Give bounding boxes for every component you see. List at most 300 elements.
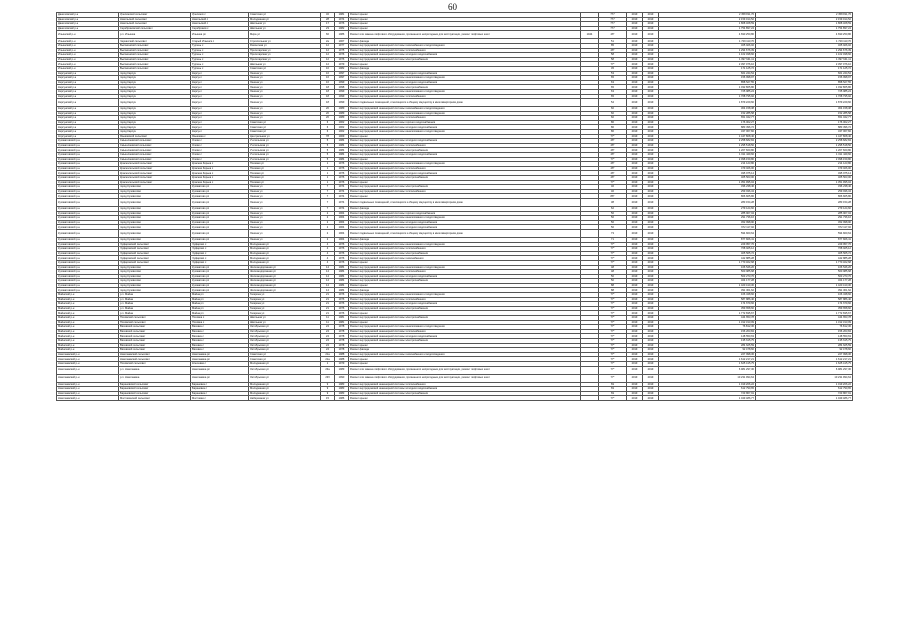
cell-cost-limit: 1 102 498,60	[756, 53, 853, 58]
cell-street: Гагарина ул	[249, 297, 321, 302]
cell-norm: 77*	[599, 352, 627, 357]
cell-work-type: Ремонт крыши	[349, 320, 581, 325]
cell-cost-total: 723 867,91	[659, 391, 756, 396]
cell-district: Кузоватовский р-н	[57, 206, 119, 211]
cell-district: Карсунский р-н	[57, 111, 119, 116]
cell-cost-total: 1 770 462,68	[659, 260, 756, 265]
cell-cost-total: 1 768 795,92	[659, 94, 756, 99]
cell-street: Молодежная ул	[249, 391, 321, 396]
cell-house: 24	[321, 334, 335, 339]
cell-work-type: Ремонт внутридомовой инженерной системы электроснабжения	[349, 185, 581, 190]
cell-norm: 46*	[599, 148, 627, 153]
cell-house: 18	[321, 85, 335, 90]
cell-plan-start: 2019	[627, 39, 643, 44]
cell-settlement: Никольский сельсовет	[119, 22, 191, 27]
cell-locality: Карсун г	[191, 99, 249, 107]
cell-cost-limit: 723 867,91	[756, 391, 853, 396]
cell-street: Школьная ул	[249, 320, 321, 325]
cell-year: 1976	[335, 176, 349, 181]
cell-work-type: Ремонт внутридомовой инженерной системы холодного водоснабжения	[349, 302, 581, 307]
cell-district: Даниловский р-н	[57, 22, 119, 27]
cell-street: Молодежная ул	[249, 17, 321, 22]
cell-settlement: город Карсун	[119, 125, 191, 130]
cell-plan-end: 2019	[643, 162, 659, 167]
cell-cost-total: 1 612 217,21	[659, 357, 756, 362]
cell-house: 14	[321, 283, 335, 288]
cell-year: 1999	[335, 89, 349, 94]
cell-locality: Чуфарово с	[191, 251, 249, 256]
cell-cost-limit: 92 478,60	[756, 348, 853, 353]
cell-cost-limit: 452 998,90	[756, 220, 853, 225]
cell-plan-start: 2019	[627, 85, 643, 90]
cell-settlement: Поповский сельсовет	[119, 361, 191, 366]
cell-house: 4	[321, 260, 335, 265]
cell-house: 1	[321, 162, 335, 167]
cell-year: 1986	[335, 396, 349, 401]
cell-cost-limit: 2 258 682,84	[756, 139, 853, 144]
cell-street: Молодежная ул	[249, 247, 321, 252]
cell-plan-start: 2019	[627, 43, 643, 48]
cell-cost-total: 1 754 897,24	[659, 26, 756, 31]
cell-locality: Кузоватово рп	[191, 265, 249, 270]
cell-house: 11	[321, 316, 335, 321]
cell-street: Ленина ул	[249, 220, 321, 225]
cell-cost-total: 284 625,59	[659, 343, 756, 348]
cell-district: Майнский р-н	[57, 297, 119, 302]
cell-cost-limit: 1 879 229,60	[756, 99, 853, 107]
cell-district: Ильинский р-н	[57, 39, 119, 44]
cell-plan-end: 2019	[643, 311, 659, 316]
cell-street: Школьная ул	[249, 26, 321, 31]
cell-locality: Кузоватово рп	[191, 220, 249, 225]
cell-district: Майнский р-н	[57, 339, 119, 344]
cell-cost-total: 347 067,82	[659, 130, 756, 135]
cell-work-type: Ремонт внутридомовой инженерной системы электроснабжения	[349, 148, 581, 153]
cell-settlement: Николаевский сельсовет	[119, 357, 191, 362]
cell-locality: Карсун г	[191, 89, 249, 94]
cell-plan-start: 2019	[627, 71, 643, 76]
cell-cost-limit: 1 312 313,09	[756, 320, 853, 325]
cell-work-type: Ремонт внутридомовой инженерной системы холодного водоснабжения	[349, 220, 581, 225]
cell-plan-start: 2019	[627, 339, 643, 344]
cell-district: Майнский р-н	[57, 316, 119, 321]
cell-district: Майнский р-н	[57, 311, 119, 316]
cell-plan-start: 2019	[627, 325, 643, 330]
cell-house: 14	[321, 274, 335, 279]
cell-locality: Карсун г	[191, 71, 249, 76]
cell-plan-end: 2019	[643, 198, 659, 206]
cell-plan-end: 2019	[643, 120, 659, 125]
cell-house: 78	[321, 134, 335, 139]
cell-settlement: Красносельский сельсовет	[119, 166, 191, 171]
cell-street: Гагарина ул	[249, 311, 321, 316]
cell-norm: 46*	[599, 139, 627, 144]
cell-plan-end: 2019	[643, 247, 659, 252]
cell-house: 21а	[321, 357, 335, 362]
cell-cost-total: 672 117,02	[659, 225, 756, 230]
cell-cost-limit: 283 154,28	[756, 198, 853, 206]
cell-norm: 48	[599, 265, 627, 270]
cell-settlement: город Кузоватово	[119, 270, 191, 275]
cell-district: Карсунский р-н	[57, 94, 119, 99]
cell-cost-total: 2 159 014,52	[659, 17, 756, 22]
cell-norm: 46*	[599, 143, 627, 148]
cell-plan-end: 2019	[643, 361, 659, 366]
cell-year: 1978	[335, 334, 349, 339]
cell-work-type: Ремонт внутридомовой инженерной системы канализования и водоотведения	[349, 265, 581, 270]
cell-house: 2	[321, 216, 335, 221]
cell-settlement: Вязовский сельсовет	[119, 348, 191, 353]
cell-work-type: Ремонт внутридомовой инженерной системы электроснабжения	[349, 85, 581, 90]
cell-plan-end: 2019	[643, 343, 659, 348]
cell-locality: Олово с	[191, 139, 249, 144]
cell-house: 1	[321, 180, 335, 185]
cell-settlement: город Кузоватово	[119, 283, 191, 288]
cell-cost-total: 391 301,62	[659, 288, 756, 293]
cell-year: 1976	[335, 306, 349, 311]
cell-plan-start: 2019	[627, 334, 643, 339]
cell-cost-limit: 866 825,86	[756, 194, 853, 199]
cell-plan-start: 2019	[627, 220, 643, 225]
cell-norm: 48	[599, 270, 627, 275]
cell-house: 6	[321, 120, 335, 125]
cell-cost-total: 465 503,00	[659, 176, 756, 181]
cell-settlement: город Карсун	[119, 94, 191, 99]
cell-district: Николаевский р-н	[57, 382, 119, 387]
cell-cost-total: 6 981 297,36	[659, 366, 756, 374]
cell-plan-end: 2019	[643, 325, 659, 330]
cell-norm: 77*	[599, 242, 627, 247]
cell-district: Кузоватовский р-н	[57, 185, 119, 190]
cell-work-type: Ремонт внутридомовой инженерной системы теплоснабжения	[349, 247, 581, 252]
cell-street: Ленина ул	[249, 229, 321, 237]
cell-locality: Карсун г	[191, 94, 249, 99]
cell-plan-end: 2019	[643, 185, 659, 190]
cell-year: 1983	[335, 391, 349, 396]
cell-year: 1999	[335, 99, 349, 107]
cell-street: Октябрьская ул	[249, 329, 321, 334]
cell-street: Октябрьская ул	[249, 343, 321, 348]
cell-district: Кузоватовский р-н	[57, 180, 119, 185]
cell-locality: Тургень с	[191, 53, 249, 58]
cell-plan-end: 2019	[643, 297, 659, 302]
cell-norm: 46*	[599, 162, 627, 167]
cell-locality: Карсун г	[191, 80, 249, 85]
cell-cost-limit: 2 159 014,52	[756, 17, 853, 22]
cell-house: 28	[321, 17, 335, 22]
cell-lift-year	[581, 374, 599, 382]
cell-cost-limit: 1 625 415,75	[756, 361, 853, 366]
table-row	[57, 366, 853, 374]
page-number: 60	[448, 2, 457, 12]
cell-house: 4	[321, 251, 335, 256]
cell-district: Кузоватовский р-н	[57, 220, 119, 225]
cell-plan-start: 2019	[627, 148, 643, 153]
cell-locality: Майна рп	[191, 297, 249, 302]
cell-house: 5	[321, 148, 335, 153]
cell-work-type: Ремонт внутридомовой инженерной системы электроснабжения	[349, 339, 581, 344]
cell-locality: Кузоватово рп	[191, 288, 249, 293]
cell-locality: Кузоватово рп	[191, 225, 249, 230]
cell-plan-start: 2019	[627, 76, 643, 81]
cell-plan-start: 2019	[627, 297, 643, 302]
cell-cost-limit: 156 998,97	[756, 76, 853, 81]
cell-plan-start: 2019	[627, 329, 643, 334]
cell-plan-end: 2019	[643, 139, 659, 144]
cell-locality: Кузоватово рп	[191, 211, 249, 216]
cell-year: 1997	[335, 71, 349, 76]
cell-norm: 77*	[599, 329, 627, 334]
cell-year: 1976	[335, 302, 349, 307]
cell-year: 1984	[335, 143, 349, 148]
cell-year: 1984	[335, 153, 349, 158]
cell-settlement: Урюпинский сельсовет	[119, 13, 191, 18]
cell-work-type: Ремонт внутридомовой инженерной системы газоснабжения и водоотведения	[349, 107, 581, 112]
cell-cost-total: 1 294 676,39	[659, 48, 756, 53]
cell-district: Карсунский р-н	[57, 116, 119, 121]
cell-cost-limit: 495 975,14	[756, 171, 853, 176]
cell-locality: Никольский с	[191, 17, 249, 22]
cell-settlement: Черкасский сельсовет	[119, 39, 191, 44]
cell-year: 1999	[335, 80, 349, 85]
cell-plan-end: 2019	[643, 53, 659, 58]
cell-norm: 77*	[599, 316, 627, 321]
cell-year: 1974	[335, 17, 349, 22]
cell-cost-limit: 4 690 250,86	[756, 31, 853, 39]
cell-house: 5	[321, 139, 335, 144]
cell-district: Майнский р-н	[57, 302, 119, 307]
cell-settlement: город Карсун	[119, 71, 191, 76]
cell-plan-end: 2019	[643, 237, 659, 242]
cell-norm: 69	[599, 391, 627, 396]
cell-locality: Кузоватово рп	[191, 198, 249, 206]
cell-year: 1981	[335, 320, 349, 325]
cell-work-type: Ремонт внутридомовой инженерной системы теплоснабжения	[349, 143, 581, 148]
cell-street: Железнодорожная ул	[249, 265, 321, 270]
cell-district: Кузоватовский р-н	[57, 260, 119, 265]
cell-street: Железнодорожная ул	[249, 270, 321, 275]
cell-settlement: город Кузоватово	[119, 189, 191, 194]
cell-year: 1967	[335, 39, 349, 44]
cell-locality: Николаевка рп	[191, 374, 249, 382]
cell-locality: Кузоватово рп	[191, 283, 249, 288]
cell-norm: 73	[599, 229, 627, 237]
cell-cost-total: 1 049 486,77	[659, 396, 756, 401]
cell-settlement: Смышляевский сельсовет	[119, 143, 191, 148]
cell-norm: 86	[599, 125, 627, 130]
cell-work-type: Ремонт фасада	[349, 348, 581, 353]
cell-norm: 77*	[599, 361, 627, 366]
cell-locality: Кузоватово рп	[191, 229, 249, 237]
cell-cost-total: 725 985,24	[659, 89, 756, 94]
cell-plan-start: 2019	[627, 194, 643, 199]
cell-street: Железнодорожная ул	[249, 288, 321, 293]
cell-plan-end: 2019	[643, 157, 659, 162]
cell-house: 20	[321, 116, 335, 121]
cell-cost-limit: 479 026,00	[756, 166, 853, 171]
cell-plan-end: 2019	[643, 107, 659, 112]
cell-settlement: Красносельский сельсовет	[119, 162, 191, 167]
cell-house: 21а	[321, 352, 335, 357]
cell-district: Николаевский р-н	[57, 391, 119, 396]
cell-locality: Красная Зорька с	[191, 171, 249, 176]
table-row	[57, 229, 853, 237]
cell-street: Ленина ул	[249, 194, 321, 199]
cell-district: Кузоватовский р-н	[57, 242, 119, 247]
cell-district: Майнский р-н	[57, 329, 119, 334]
cell-norm: 77*	[599, 62, 627, 67]
cell-locality: Красная Зорька с	[191, 162, 249, 167]
cell-district: Кузоватовский р-н	[57, 256, 119, 261]
cell-street: Молодежная ул	[249, 382, 321, 387]
cell-settlement: город Кузоватово	[119, 265, 191, 270]
cell-norm: 77*	[599, 157, 627, 162]
cell-work-type: Ремонт внутридомовой инженерной системы теплоснабжения	[349, 48, 581, 53]
cell-settlement: город Кузоватово	[119, 225, 191, 230]
cell-plan-start: 2019	[627, 17, 643, 22]
cell-cost-total: 214 123,80	[659, 162, 756, 167]
cell-district: Кузоватовский р-н	[57, 237, 119, 242]
cell-norm: 38	[599, 198, 627, 206]
cell-street: Октябрьская ул	[249, 339, 321, 344]
cell-year: 1998	[335, 85, 349, 90]
cell-cost-total: 1 207 660,80	[659, 148, 756, 153]
cell-street: Молодежная ул	[249, 361, 321, 366]
cell-plan-end: 2019	[643, 279, 659, 284]
cell-plan-start: 2019	[627, 242, 643, 247]
cell-work-type: Ремонт внутридомовой инженерной системы электроснабжения	[349, 57, 581, 62]
cell-norm: 77*	[599, 343, 627, 348]
cell-locality: Майна рп	[191, 306, 249, 311]
cell-house: 24	[321, 329, 335, 334]
cell-plan-start: 2019	[627, 134, 643, 139]
cell-district: Кузоватовский р-н	[57, 279, 119, 284]
cell-plan-end: 2019	[643, 130, 659, 135]
cell-plan-start: 2019	[627, 139, 643, 144]
cell-street: Пролетарская ул	[249, 48, 321, 53]
cell-cost-total: 1 868 468,59	[659, 22, 756, 27]
cell-year: 1979	[335, 62, 349, 67]
cell-cost-total: 452 998,90	[659, 220, 756, 225]
cell-cost-limit: 1 097 641,11	[756, 57, 853, 62]
cell-street: Октябрьская ул	[249, 374, 321, 382]
cell-norm: 77*	[599, 374, 627, 382]
cell-plan-end: 2019	[643, 274, 659, 279]
cell-settlement: р.п. Николаевка	[119, 366, 191, 374]
cell-year: 1974	[335, 189, 349, 194]
cell-cost-limit: 877 826,41	[756, 237, 853, 242]
cell-lift-year	[581, 396, 599, 401]
cell-year: 1978	[335, 348, 349, 353]
cell-street: Школьная ул	[249, 316, 321, 321]
cell-locality: Поповка с	[191, 320, 249, 325]
cell-year: 1989	[335, 111, 349, 116]
cell-plan-start: 2019	[627, 361, 643, 366]
cell-district: Майнский р-н	[57, 348, 119, 353]
cell-plan-end: 2019	[643, 288, 659, 293]
cell-plan-start: 2019	[627, 274, 643, 279]
cell-house: 16	[321, 76, 335, 81]
capital-repair-table	[56, 12, 853, 401]
cell-year: 1964	[335, 220, 349, 225]
cell-locality: Карсун г	[191, 120, 249, 125]
cell-cost-limit: 1 612 217,21	[756, 357, 853, 362]
cell-district: Даниловский р-н	[57, 26, 119, 31]
cell-norm: 77*	[599, 180, 627, 185]
cell-cost-total: 176 002,27	[659, 120, 756, 125]
cell-cost-limit: 285 907,04	[756, 211, 853, 216]
cell-settlement: Серебряковский сельсовет	[119, 26, 191, 31]
cell-norm: 77*	[599, 134, 627, 139]
cell-norm: 77*	[599, 297, 627, 302]
cell-street: Полевая ул	[249, 180, 321, 185]
cell-plan-end: 2019	[643, 189, 659, 194]
cell-district: Ильинский р-н	[57, 53, 119, 58]
cell-cost-total: 291 736,16	[659, 216, 756, 221]
cell-plan-end: 2019	[643, 48, 659, 53]
cell-district: Кузоватовский р-н	[57, 143, 119, 148]
cell-year: 1984	[335, 288, 349, 293]
cell-house: 14	[321, 279, 335, 284]
cell-locality: Олово с	[191, 143, 249, 148]
cell-locality: Барановка с	[191, 391, 249, 396]
cell-district: Карсунский р-н	[57, 107, 119, 112]
cell-house: 6	[321, 125, 335, 130]
cell-cost-limit: 768 925,12	[756, 247, 853, 252]
cell-year: 1969	[335, 134, 349, 139]
cell-district: Карсунский р-н	[57, 85, 119, 90]
cell-norm: 58	[599, 53, 627, 58]
cell-cost-limit: 171 125,72	[756, 66, 853, 71]
cell-settlement: город Карсун	[119, 111, 191, 116]
cell-district: Ильинский р-н	[57, 57, 119, 62]
cell-work-type: Ремонт крыши	[349, 311, 581, 316]
cell-locality: Никольский с	[191, 22, 249, 27]
cell-plan-start: 2019	[627, 48, 643, 53]
cell-plan-start: 2019	[627, 279, 643, 284]
cell-street: Железнодорожная ул	[249, 279, 321, 284]
cell-work-type: Ремонт внутридомовой инженерной системы канализования и водоотведения	[349, 325, 581, 330]
cell-work-type: Ремонт внутридомовой инженерной системы канализования и водоотведения	[349, 76, 581, 81]
cell-street: Мира ул	[249, 31, 321, 39]
cell-plan-start: 2019	[627, 306, 643, 311]
cell-street: Железнодорожная ул	[249, 274, 321, 279]
cell-street: Полевая ул	[249, 176, 321, 181]
cell-norm: 65	[599, 94, 627, 99]
cell-settlement: Красносельский сельсовет	[119, 176, 191, 181]
cell-norm: 85	[599, 43, 627, 48]
cell-street: Ленина ул	[249, 225, 321, 230]
cell-work-type: Ремонт крыши	[349, 134, 581, 139]
cell-locality: Барановка с	[191, 387, 249, 392]
cell-year: 1976	[335, 166, 349, 171]
cell-settlement: Красносельский сельсовет	[119, 180, 191, 185]
cell-cost-limit: 1 295 518,50	[756, 143, 853, 148]
cell-house: 1	[321, 171, 335, 176]
cell-year: 1990	[335, 374, 349, 382]
cell-cost-limit: 391 301,62	[756, 288, 853, 293]
cell-work-type: Ремонт внутридомовой инженерной системы теплоснабжения	[349, 329, 581, 334]
cell-street: Учительская ул	[249, 143, 321, 148]
cell-cost-limit: 324 177,28	[756, 279, 853, 284]
cell-house: 14	[321, 270, 335, 275]
cell-cost-limit: 1 770 462,68	[756, 260, 853, 265]
cell-work-type: Ремонт крыши	[349, 396, 581, 401]
cell-work-type: Ремонт крыши	[349, 361, 581, 366]
cell-settlement: Смышляевский сельсовет	[119, 157, 191, 162]
cell-settlement: город Кузоватово	[119, 211, 191, 216]
cell-cost-total: 171 125,72	[659, 66, 756, 71]
